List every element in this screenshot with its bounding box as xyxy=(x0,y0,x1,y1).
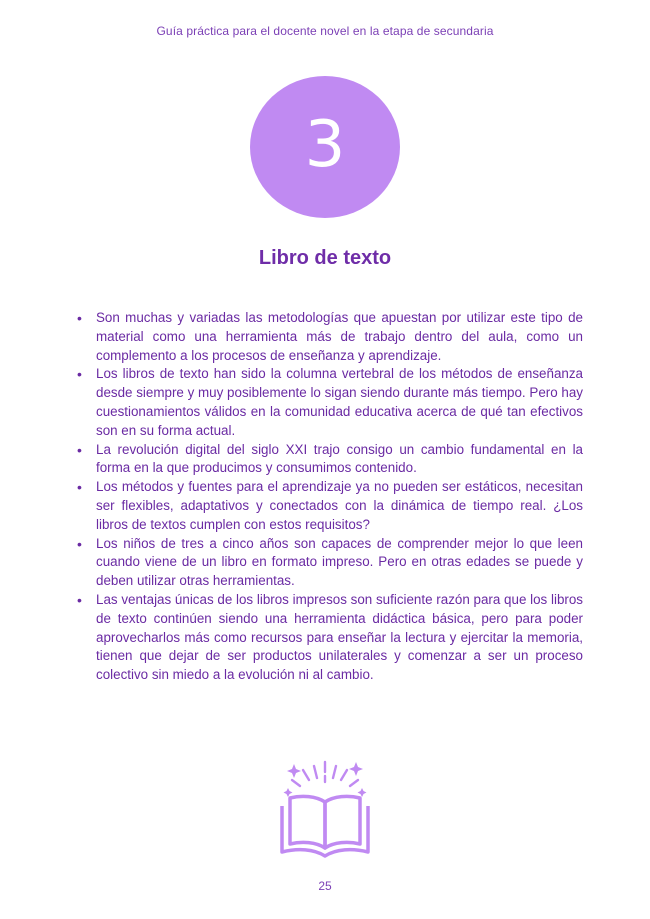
chapter-number-circle xyxy=(250,76,400,218)
page-number: 25 xyxy=(318,879,332,893)
bullet-item xyxy=(74,478,583,534)
chapter-title: Libro de texto xyxy=(258,247,392,269)
bullet-list xyxy=(74,309,583,685)
bullet-text: Los niños de tres a cinco años son capaces de comprender mejor lo que leen cuando viene de un libro en formato impreso. Pero en otras edades se puede y deben utilizar otras herramientas. xyxy=(96,535,583,589)
bullet-dot-icon: • xyxy=(77,591,82,608)
bullet-text: La revolución digital del siglo XXI trajo consigo un cambio fundamental en la forma en la que producimos y consumimos contenido. xyxy=(96,441,583,476)
bullet-item xyxy=(74,365,583,440)
bullet-dot-icon: • xyxy=(77,366,82,383)
bullet-text: Las ventajas únicas de los libros impresos son suficiente razón para que los libros de texto continúen siendo una herramienta didáctica básica, pero para poder aprovecharlos más como recursos para enseñar la lectura y ejercitar la memoria, tienen que dejar de ser productos unilaterales y comenzar a ser un proceso colectivo sin miedo a la evolución ni al cambio. xyxy=(96,591,583,683)
bullet-dot-icon: • xyxy=(77,535,82,552)
bullet-text: Los métodos y fuentes para el aprendizaje ya no pueden ser estáticos, necesitan ser flexibles, adaptativos y conectados con la dinámica de tiempo real. ¿Los libros de textos cumplen con estos requisitos? xyxy=(96,479,583,532)
bullet-item xyxy=(74,309,583,365)
bullet-text: Los libros de texto han sido la columna vertebral de los métodos de enseñanza desde siempre y muy posiblemente lo sigan siendo durante más tiempo. Pero hay cuestionamientos válidos en la comunidad educativa acerca de qué tan efectivos son en su forma actual. xyxy=(96,366,583,438)
bullet-dot-icon: • xyxy=(77,310,82,326)
bullet-text: Son muchas y variadas las metodologías que apuestan por utilizar este tipo de material como una herramienta más de trabajo dentro del aula, como un complemento a los procesos de enseñanza y aprendizaje. xyxy=(96,310,583,363)
bullet-item xyxy=(74,535,583,591)
bullet-dot-icon: • xyxy=(77,479,82,496)
running-header: Guía práctica para el docente novel en la etapa de secundaria xyxy=(156,24,494,38)
bullet-item xyxy=(74,591,583,685)
bullet-dot-icon: • xyxy=(77,441,82,458)
bullet-item xyxy=(74,441,583,479)
open-book-sparkles-icon xyxy=(270,760,380,860)
chapter-number: 3 xyxy=(304,108,346,182)
